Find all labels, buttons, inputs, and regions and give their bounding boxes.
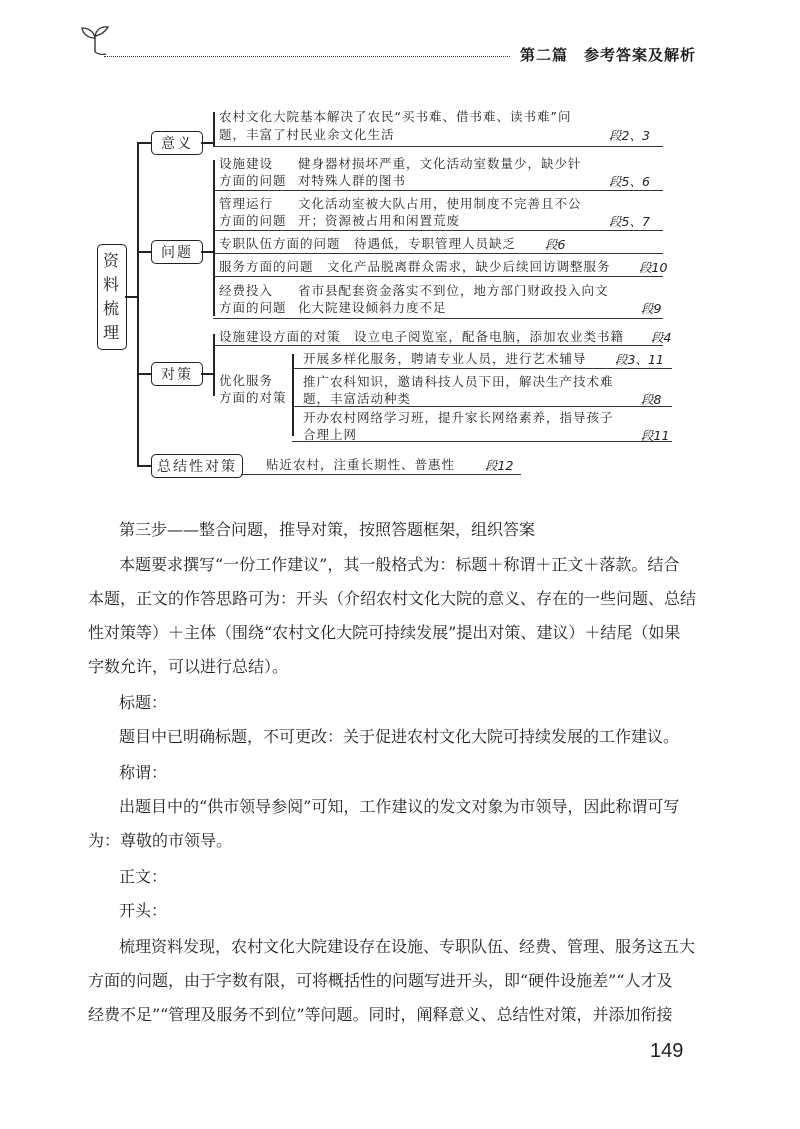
duice-sub: 题，丰富活动种类 (303, 391, 412, 406)
separator (213, 190, 663, 191)
wenti-cat: 方面的问题 (219, 213, 287, 228)
branch-duice: 对策 (151, 362, 203, 386)
paragraph-ref: 段11 (641, 428, 670, 443)
duice-text: 设施建设方面的对策 设立电子阅览室，配备电脑，添加农业类书籍 (219, 329, 625, 344)
header-title: 第二篇 参考答案及解析 (520, 46, 697, 64)
wenti-text: 省市县配套资金落实不到位，地方部门财政投入向文 (298, 283, 609, 298)
bracket (213, 160, 215, 316)
wenti-cat: 经费投入 (219, 283, 274, 298)
separator (213, 318, 663, 319)
paragraph-ref: 段6 (545, 237, 566, 252)
page-number: 149 (650, 1040, 684, 1062)
separator (213, 276, 663, 277)
bracket (292, 354, 294, 436)
body-line: 方面的问题，由于字数有限，可将概括性的问题写进开头，即“硬件设施差”“人才及 (88, 971, 673, 990)
connector (137, 465, 151, 467)
wenti-text: 化大院建设倾斜力度不足 (298, 300, 447, 315)
separator (213, 146, 663, 147)
section-heading: 开头： (119, 901, 168, 920)
trunk-line (137, 142, 139, 465)
branch-yiyi: 意义 (151, 131, 203, 155)
duice-sub: 开办农村网络学习班，提升家长网络素养，指导孩子 (303, 410, 614, 425)
body-line: 梳理资料发现，农村文化大院建设存在设施、专职队伍、经费、管理、服务这五大 (119, 937, 696, 956)
wenti-text: 文化活动室被大队占用，使用制度不完善且不公 (298, 196, 582, 211)
body-line: 本题，正文的作答思路可为：开头（介绍农村文化大院的意义、存在的一些问题、总结 (88, 589, 697, 608)
paragraph-ref: 段3、11 (615, 352, 664, 367)
wenti-cat: 设施建设 (219, 156, 274, 171)
body-line: 经费不足”“管理及服务不到位”等问题。同时，阐释意义、总结性对策，并添加衔接 (88, 1005, 673, 1024)
root-char: 资 (102, 251, 121, 270)
root-char: 理 (102, 323, 121, 342)
separator (292, 406, 672, 407)
root-char: 料 (102, 275, 121, 294)
separator (213, 345, 663, 346)
sprout-icon (78, 22, 112, 56)
paragraph-ref: 段12 (485, 458, 514, 473)
zongjie-text: 贴近农村，注重长期性、普惠性 (266, 457, 456, 472)
wenti-text: 专职队伍方面的问题 待遇低，专职管理人员缺乏 (219, 236, 517, 251)
section-heading: 正文： (119, 867, 168, 886)
duice-sub: 开展多样化服务，聘请专业人员，进行艺术辅导 (303, 351, 587, 366)
duice-group: 优化服务 (219, 373, 274, 388)
wenti-cat: 方面的问题 (219, 300, 287, 315)
paragraph-ref: 段5、7 (609, 214, 650, 229)
connector (201, 142, 213, 144)
step-heading: 第三步——整合问题，推导对策，按照答题框架，组织答案 (119, 520, 536, 539)
body-line: 出题目中的“供市领导参阅”可知，工作建议的发文对象为市领导，因此称谓可写 (119, 797, 680, 816)
paragraph-ref: 段9 (641, 301, 662, 316)
body-line: 字数允许，可以进行总结）。 (88, 657, 289, 676)
paragraph-ref: 段5、6 (609, 174, 650, 189)
wenti-cat: 方面的问题 (219, 173, 287, 188)
body-line: 为：尊敬的市领导。 (88, 831, 233, 850)
connector (137, 373, 151, 375)
body-line: 性对策等）＋主体（围绕“农村文化大院可持续发展”提出对策、建议）＋结尾（如果 (88, 623, 681, 642)
section-heading: 标题： (119, 693, 168, 712)
duice-group: 方面的对策 (219, 390, 287, 405)
wenti-cat: 管理运行 (219, 196, 274, 211)
wenti-text: 服务方面的问题 文化产品脱离群众需求，缺少后续回访调整服务 (219, 259, 611, 274)
section-heading: 称谓： (119, 763, 168, 782)
separator (213, 230, 663, 231)
separator (292, 368, 672, 369)
paragraph-ref: 段2、3 (609, 128, 650, 143)
paragraph-ref: 段10 (639, 260, 668, 275)
connector (125, 296, 137, 298)
paragraph-ref: 段4 (651, 330, 672, 345)
bracket (213, 112, 215, 146)
branch-zongjie: 总结性对策 (151, 454, 243, 478)
connector (137, 251, 151, 253)
bracket (213, 334, 215, 396)
connector (201, 251, 213, 253)
body-line: 本题要求撰写“一份工作建议”，其一般格式为：标题＋称谓＋正文＋落款。结合 (119, 555, 680, 574)
duice-sub: 合理上网 (303, 427, 358, 442)
separator (241, 474, 521, 475)
connector (137, 142, 151, 144)
yiyi-line: 题，丰富了村民业余文化生活 (219, 127, 395, 142)
connector (201, 373, 213, 375)
wenti-text: 对特殊人群的图书 (298, 173, 407, 188)
separator (292, 441, 672, 442)
wenti-text: 健身器材损坏严重，文化活动室数量少，缺少针 (298, 156, 582, 171)
yiyi-line: 农村文化大院基本解决了农民“买书难、借书难、读书难”问 (219, 109, 572, 124)
branch-wenti: 问题 (151, 240, 203, 264)
wenti-text: 开；资源被占用和闲置荒废 (298, 213, 461, 228)
duice-sub: 推广农科知识，邀请科技人员下田，解决生产技术难 (303, 374, 614, 389)
paragraph-ref: 段8 (641, 392, 662, 407)
mindmap-root (97, 244, 127, 350)
body-line: 题目中已明确标题，不可更改：关于促进农村文化大院可持续发展的工作建议。 (119, 727, 680, 746)
separator (213, 253, 663, 254)
header-rule (104, 56, 510, 57)
root-char: 梳 (102, 299, 121, 318)
